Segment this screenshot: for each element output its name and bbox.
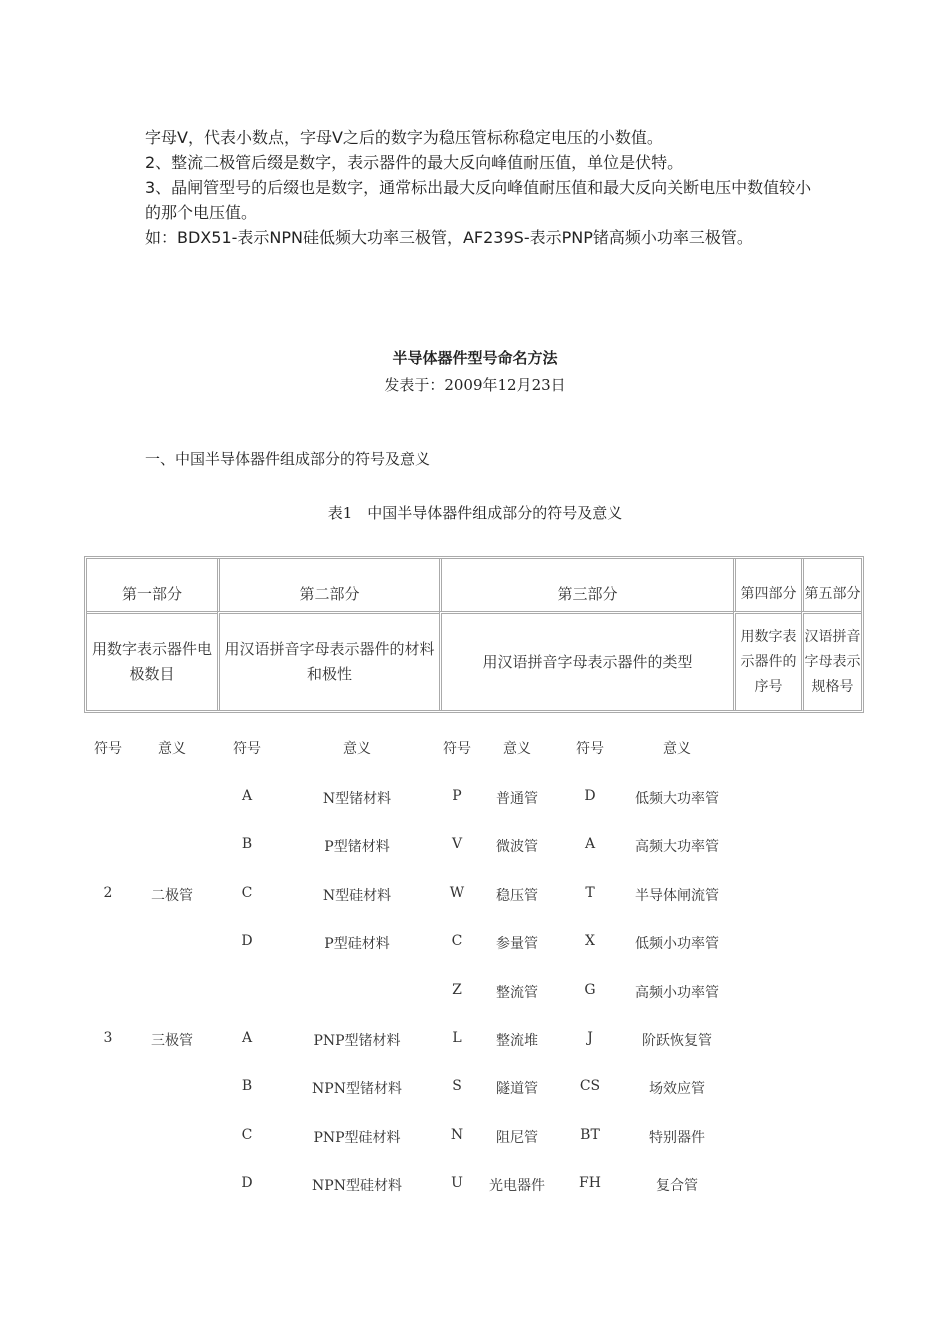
paragraph-3: 3、晶闸管型号的后缀也是数字，通常标出最大反向峰值耐压值和最大反向关断电压中数值较小的那个电压值。 xyxy=(145,178,812,222)
header-part-3: 第三部分 xyxy=(439,559,733,611)
article-date: 发表于：2009年12月23日 xyxy=(384,376,566,394)
table-cell: FH xyxy=(579,1175,601,1191)
header-part-4: 第四部分 xyxy=(733,559,801,611)
paragraph-4: 如：BDX51-表示NPN硅低频大功率三极管，AF239S-表示PNP锗高频小功率三极管。 xyxy=(145,228,753,247)
header-part-5: 第五部分 xyxy=(801,559,861,611)
table-cell: NPN型硅材料 xyxy=(312,1178,402,1194)
table-cell: 稳压管 xyxy=(496,888,538,904)
header-desc-2: 用汉语拼音字母表示器件的材料和极性 xyxy=(217,611,439,710)
table-cell: W xyxy=(449,885,465,901)
table-cell: PNP型锗材料 xyxy=(313,1033,401,1049)
header-desc-5: 汉语拼音字母表示规格号 xyxy=(801,611,861,710)
table-cell: A xyxy=(584,836,596,852)
table-cell: P型硅材料 xyxy=(324,936,390,952)
column-header: 符号 xyxy=(576,741,604,757)
column-header: 符号 xyxy=(443,741,471,757)
table-cell: 高频小功率管 xyxy=(635,985,719,1001)
column-header: 意义 xyxy=(158,741,186,757)
table-cell: PNP型硅材料 xyxy=(313,1130,401,1146)
table-cell: 整流管 xyxy=(496,985,538,1001)
column-header: 意义 xyxy=(663,741,691,757)
column-header: 意义 xyxy=(343,741,371,757)
header-desc-3: 用汉语拼音字母表示器件的类型 xyxy=(439,611,733,710)
table-cell: J xyxy=(587,1030,593,1046)
column-header: 意义 xyxy=(503,741,531,757)
table-cell: 二极管 xyxy=(151,888,193,904)
table-cell: T xyxy=(585,885,595,901)
header-part-1: 第一部分 xyxy=(121,585,182,603)
table-cell: 3 xyxy=(103,1030,113,1046)
table-cell: 特别器件 xyxy=(649,1130,705,1146)
column-header: 符号 xyxy=(233,741,261,757)
table-cell: N型硅材料 xyxy=(322,888,392,904)
table-cell: 整流堆 xyxy=(496,1033,538,1049)
table-cell: D xyxy=(241,933,253,949)
table-cell: 场效应管 xyxy=(649,1081,705,1097)
paragraph-2: 2、整流二极管后缀是数字，表示器件的最大反向峰值耐压值，单位是伏特。 xyxy=(145,153,684,172)
table-cell: B xyxy=(241,1078,253,1094)
table-cell: BT xyxy=(580,1127,600,1143)
table-cell: G xyxy=(584,982,596,998)
table-caption: 表1 中国半导体器件组成部分的符号及意义 xyxy=(327,504,623,522)
paragraph-1: 字母V，代表小数点，字母V之后的数字为稳压管标称稳定电压的小数值。 xyxy=(145,128,663,147)
article-title: 半导体器件型号命名方法 xyxy=(392,349,558,367)
table-cell: 半导体闸流管 xyxy=(635,888,719,904)
table-cell: C xyxy=(241,885,253,901)
table-cell: L xyxy=(452,1030,462,1046)
table-cell: 参量管 xyxy=(496,936,538,952)
section-heading: 一、中国半导体器件组成部分的符号及意义 xyxy=(145,450,431,468)
table-cell: Z xyxy=(452,982,462,998)
table-cell: X xyxy=(585,933,595,949)
table-cell: C xyxy=(241,1127,253,1143)
header-desc-1: 用数字表示器件电极数目 xyxy=(87,611,217,710)
table-cell: 复合管 xyxy=(656,1178,698,1194)
header-desc-4: 用数字表示器件的序号 xyxy=(733,611,801,710)
table-cell: 高频大功率管 xyxy=(635,839,719,855)
table-cell: 三极管 xyxy=(151,1033,193,1049)
table-cell: D xyxy=(584,788,596,804)
table-cell: B xyxy=(241,836,253,852)
table-cell: A xyxy=(241,1030,253,1046)
table-cell: V xyxy=(451,836,463,852)
table-cell: 普通管 xyxy=(496,791,538,807)
table-cell: A xyxy=(241,788,253,804)
table-cell: P型锗材料 xyxy=(324,839,390,855)
table-cell: C xyxy=(451,933,463,949)
table-cell: N型锗材料 xyxy=(322,791,392,807)
table-cell: 光电器件 xyxy=(489,1178,545,1194)
column-header: 符号 xyxy=(94,741,122,757)
table-cell: S xyxy=(452,1078,462,1094)
table-cell: P xyxy=(452,788,462,804)
table-cell: 2 xyxy=(103,885,113,901)
table-cell: NPN型锗材料 xyxy=(312,1081,402,1097)
table-cell: 微波管 xyxy=(496,839,538,855)
table-cell: 隧道管 xyxy=(496,1081,538,1097)
table-cell: 阶跃恢复管 xyxy=(642,1033,712,1049)
table-cell: N xyxy=(450,1127,464,1143)
table-cell: 低频大功率管 xyxy=(635,791,719,807)
table-cell: 低频小功率管 xyxy=(635,936,719,952)
header-part-2: 第二部分 xyxy=(217,559,439,611)
header-table xyxy=(84,556,864,713)
table-cell: 阻尼管 xyxy=(496,1130,538,1146)
table-cell: U xyxy=(451,1175,463,1191)
table-cell: CS xyxy=(579,1078,601,1094)
table-cell: D xyxy=(241,1175,253,1191)
